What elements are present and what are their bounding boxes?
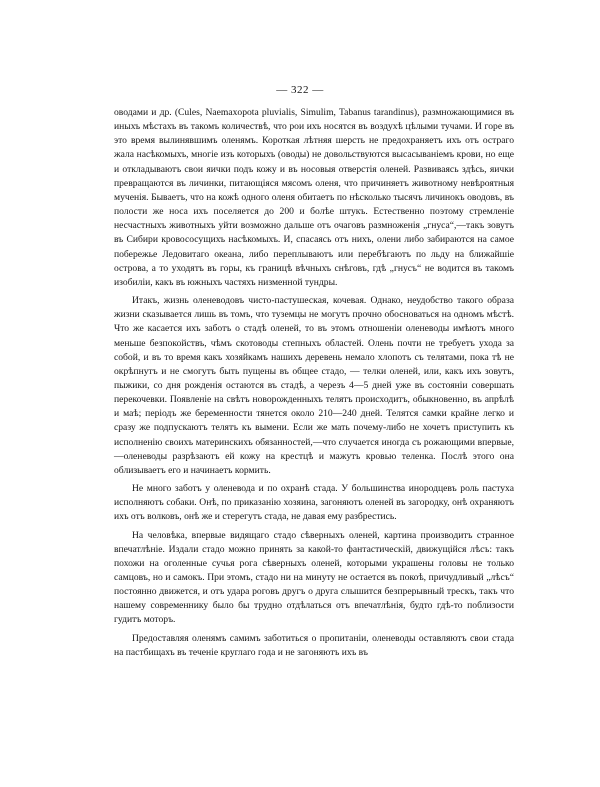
body-text	[114, 106, 514, 660]
paragraph-insects: оводами и др. (Cules, Naemaxopota pluvialis, Simulim, Tabanus tarandinus), размножающимися въ иныхъ мѣстахъ въ такомъ количествѣ, что рои ихъ носятся въ воздухѣ цѣлыми тучами. И горе въ это время вылинявшимъ оленямъ. Короткая лѣтняя шерсть не предохраняетъ ихъ отъ остраго жала насѣкомыхъ, многіе изъ которыхъ (оводы) не довольствуются высасываніемъ крови, но еще и откладываютъ свои яички подъ кожу и въ носовыя отверстія оленей. Развиваясь здѣсь, яички превращаются въ личинки, питающіяся мясомъ оленя, что причиняетъ животному невѣроятныя мученія. Бываетъ, что на кожѣ одного оленя обитаетъ по нѣсколько тысячъ личинокъ оводовъ, въ полости же носа ихъ поселяется до 200 и болѣе штукъ. Естественно поэтому стремленіе несчастныхъ животныхъ уйти возможно дальше отъ очаговъ размноженія „гнуса“,—такъ зовутъ въ Сибири кровососущихъ насѣкомыхъ. И, спасаясь отъ нихъ, олени либо забираются на самое побережье Ледовитаго океана, либо переплываютъ или перебѣгаютъ по льду на ближайшіе острова, а то уходятъ въ горы, къ границѣ вѣчныхъ снѣговъ, гдѣ „гнусъ“ не водится въ такомъ изобиліи, какъ въ южныхъ частяхъ низменной тундры.	[114, 107, 514, 288]
paragraph-herd-impression: На человѣка, впервые видящаго стадо сѣверныхъ оленей, картина производитъ странное впечатлѣніе. Издали стадо можно принять за какой-то фантастическій, движущійся лѣсъ: такъ похожи на оголенные сучья рога сѣверныхъ оленей, которыми украшены головы не только самцовъ, но и самокъ. При этомъ, стадо ни на минуту не остается въ покоѣ, причудливый „лѣсъ“ постоянно движется, и отъ удара роговъ другъ о друга слышится безпрерывный трескъ, такъ что нашему современнику было бы трудно отдѣлаться отъ впечатлѣнія, будто гдѣ-то поблизости гудитъ моторъ.	[114, 529, 514, 626]
paragraph-pastures: Предоставляя оленямъ самимъ заботиться о пропитаніи, оленеводы оставляютъ свои стада на пастбищахъ въ теченіе круглаго года и не загоняютъ ихъ въ	[114, 632, 514, 658]
paragraph-herding-life: Итакъ, жизнь оленеводовъ чисто-пастушеская, кочевая. Однако, неудобство такого образа жизни сказывается лишь въ томъ, что туземцы не могутъ прочно обосноваться на одномъ мѣстѣ. Что же касается ихъ заботъ о стадѣ оленей, то въ этомъ отношеніи оленеводы имѣютъ много меньше безпокойствъ, чѣмъ скотоводы степныхъ областей. Олень почти не требуетъ ухода за собой, и въ то время какъ хозяйкамъ нашихъ деревень немало хлопотъ съ телятами, пока тѣ не окрѣпнутъ и не смогутъ быть пущены въ общее стадо, — телки оленей, или, какъ ихъ зовутъ, пыжики, со дня рожденія остаются въ стадѣ, а черезъ 4—5 дней уже въ состояніи совершать перекочевки. Появленіе на свѣтъ новорожденныхъ телятъ происходитъ, обыкновенно, въ апрѣлѣ и маѣ; періодъ же беременности тянется около 210—240 дней. Телятся самки крайне легко и сразу же подпускаютъ телятъ къ вымени. Если же мать почему-либо не хочетъ приступить къ исполненію своихъ материнскихъ обязанностей,—что случается иногда съ рожающими впервые,—оленеводы разрѣзаютъ ей кожу на крестцѣ и мажутъ кровью теленка. Послѣ этого она облизываетъ его и начинаетъ кормить.	[114, 295, 514, 476]
paragraph-herd-guarding: Не много заботъ у оленевода и по охранѣ стада. У большинства инородцевъ роль пастуха исполняютъ собаки. Онѣ, по приказанію хозяина, загоняютъ оленей въ загородку, онѣ охраняютъ ихъ отъ волковъ, онѣ же и стерегутъ стада, не давая ему разбрестись.	[114, 483, 514, 523]
page-number: — 322 —	[276, 84, 324, 96]
